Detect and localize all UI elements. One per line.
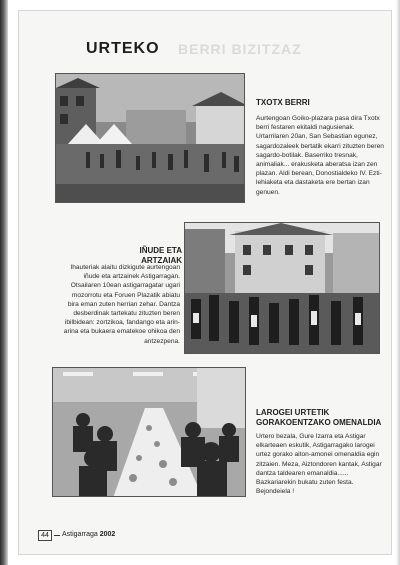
- article-body-omenaldia: Urtero bezala, Gure Izarra eta Astigar elkarteaen eskutik, Astigarragako larogei urtez gorako aiton-amonei omenaldia egin zitzaien. Meza, Aiztondoren kantak, Astigar dantza taldearen emanaldia...... Bazkariarekin bukatu zuten festa. Bejondeiela !: [256, 433, 382, 496]
- photo-carnival-parade: [184, 222, 380, 354]
- magazine-title: Astigarraga: [62, 531, 98, 538]
- section-title: URTEKO: [86, 40, 160, 57]
- article-body-inude: Ihauteriak alaitu dizkigute aurtengoan iñude eta artzainek Astigarragan. Otsailaren 10ean astigarragatar ugari mozorrotu eta Foruen Plazatik abiatu bira eman zuten herrian zehar. Dantza desberdinak tartekatu zituzten beren ibilbidean: zortzikoa, fandango eta arin-arina eta bukaera ematekoe ohikoa den antzezpena.: [63, 264, 180, 345]
- article-heading-inude: IÑUDE ETA ARTZAIAK: [139, 246, 182, 265]
- article-body-txotx: Aurtengoan Goiko-plazara pasa dira Txotx berri festaren ekitaldi nagusienak. Urtarrilaren 20an, San Sebastian egunez, sagardozaleek bertatik ekarri zituzten beren sagardo-botilak. Baserriko tresnak, animaliak... erakusketa aberatsa izan zen plazan. Aldi berean, Donostialdeko IV. Ezti-lehiaketa eta dastaketa ere bertan izan genuen.: [256, 115, 384, 196]
- photo-txotx-festival: [55, 73, 245, 203]
- article-heading-txotx: TXOTX BERRI: [256, 98, 310, 107]
- article-heading-omenaldia: LAROGEI URTETIK GORAKOENTZAKO OMENALDIA: [256, 408, 382, 427]
- page-number: 44: [38, 530, 52, 541]
- footer-rule: [54, 535, 60, 536]
- faded-section-title: BERRI BIZITZAZ: [178, 41, 302, 57]
- scan-binding-shadow: [0, 0, 8, 565]
- photo-elders-banquet: [52, 367, 246, 497]
- magazine-name: [62, 531, 115, 538]
- scan-edge: [396, 0, 400, 565]
- section-header: [86, 38, 386, 64]
- magazine-year: 2002: [99, 531, 116, 538]
